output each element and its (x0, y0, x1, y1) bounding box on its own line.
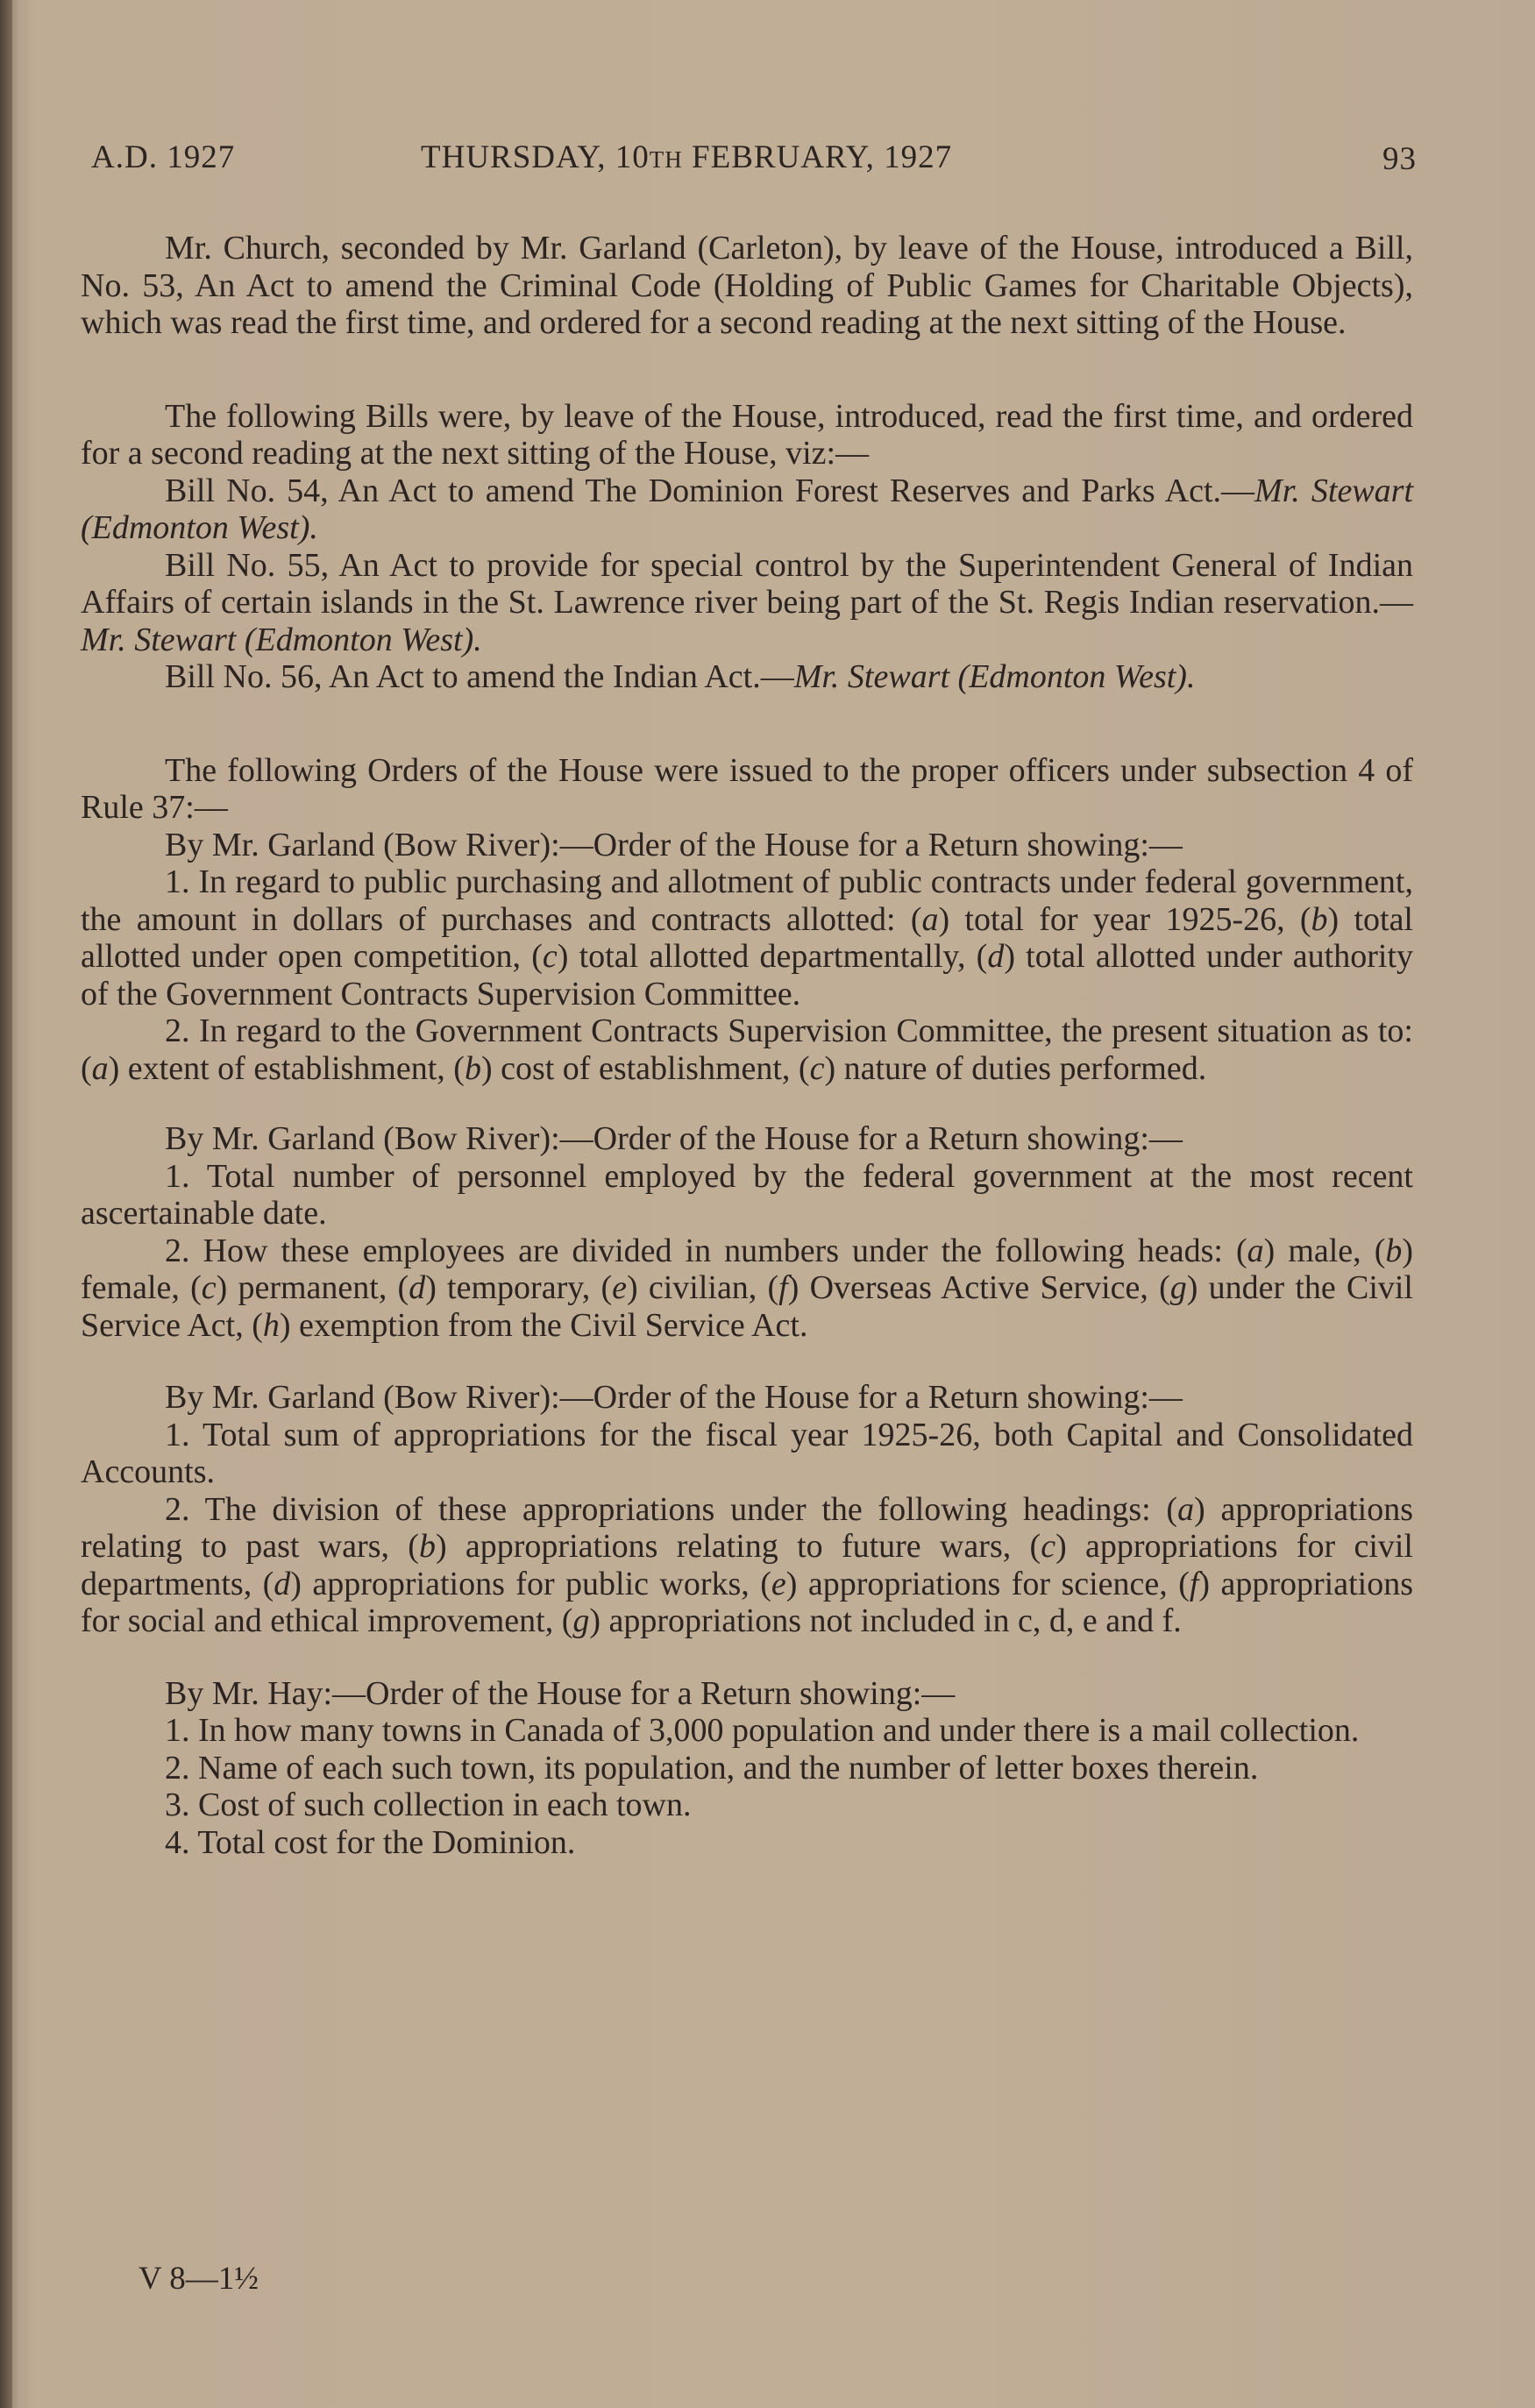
paragraph-order-2-heading: By Mr. Garland (Bow River):—Order of the House for a Return showing:— (165, 1120, 1183, 1157)
page-number: 93 (1382, 141, 1417, 177)
paragraph-order-4-heading: By Mr. Hay:—Order of the House for a Return showing:— (165, 1674, 956, 1712)
paragraph-bill-53: Mr. Church, seconded by Mr. Garland (Carleton), by leave of the House, introduced a Bill, No. 53, An Act to amend the Criminal Code (Holding of Public Games for Charitable Objects), which was read the first time, and ordered for a second reading at the next sitting of the House. (81, 230, 1413, 341)
bill-56-sponsor: Mr. Stewart (Edmonton West). (793, 658, 1196, 695)
page-body (81, 230, 1413, 1861)
bill-54-sponsor: Mr. Stewart (Edmonton West). (81, 472, 1413, 546)
paragraph-order-1-heading: By Mr. Garland (Bow River):—Order of the House for a Return showing:— (165, 826, 1183, 863)
paragraph-order-1-item-2: 2. In regard to the Government Contracts Supervision Committee, the present situation as to: (a) extent of establishment, (b) cost of establishment, (c) nature of duties performed. (81, 1012, 1413, 1087)
paragraph-bill-54 (81, 472, 1413, 547)
paragraph-bill-56 (81, 658, 1413, 696)
paragraph-order-3-item-2: 2. The division of these appropriations under the following headings: (a) appropriations relating to past wars, (b) appropriations relating to future wars, (c) appropriations for civil departments, (d) appropriations for public works, (e) appropriations for science, (f) appropriations for social and ethical improvement, (g) appropriations not included in c, d, e and f. (81, 1490, 1413, 1639)
header-date (421, 139, 952, 176)
paragraph-order-4-item-1: 1. In how many towns in Canada of 3,000 population and under there is a mail collection. (165, 1712, 1360, 1749)
paragraph-order-2-item-1: 1. Total number of personnel employed by the federal government at the most recent ascertainable date. (81, 1157, 1413, 1232)
paragraph-order-4-item-3: 3. Cost of such collection in each town. (165, 1786, 692, 1823)
page-binding-edge (0, 0, 12, 2408)
paragraph-order-4-item-4: 4. Total cost for the Dominion. (165, 1823, 576, 1861)
bill-54-text: Bill No. 54, An Act to amend The Dominion Forest Reserves and Parks Act.— (165, 472, 1255, 509)
header-year: A.D. 1927 (91, 139, 236, 175)
header-date-suffix: TH (649, 146, 683, 173)
bill-55-sponsor: Mr. Stewart (Edmonton West). (81, 621, 482, 658)
paragraph-order-3-heading: By Mr. Garland (Bow River):—Order of the House for a Return showing:— (165, 1379, 1183, 1416)
running-header (91, 139, 1417, 182)
header-date-day: THURSDAY, 10 (421, 139, 650, 175)
paragraph-bill-55 (81, 547, 1413, 659)
bill-55-text: Bill No. 55, An Act to provide for special control by the Superintendent General of Indian Affairs of certain islands in the St. Lawrence river being part of the St. Regis Indian reservation.— (81, 546, 1413, 621)
header-date-rest: FEBRUARY, 1927 (682, 139, 953, 175)
paragraph-orders-intro: The following Orders of the House were issued to the proper officers under subsection 4 of Rule 37:— (81, 751, 1413, 826)
bill-56-text: Bill No. 56, An Act to amend the Indian Act.— (165, 658, 794, 695)
paragraph-order-4-item-2: 2. Name of each such town, its population, and the number of letter boxes therein. (165, 1749, 1259, 1786)
paragraph-order-2-item-2: 2. How these employees are divided in numbers under the following heads: (a) male, (b) female, (c) permanent, (d) temporary, (e) civilian, (f) Overseas Active Service, (g) under the Civil Service Act, (h) exemption from the Civil Service Act. (81, 1232, 1414, 1344)
signature-mark: V 8—1½ (139, 2261, 259, 2297)
paragraph-order-1-item-1: 1. In regard to public purchasing and allotment of public contracts under federal government, the amount in dollars of purchases and contracts allotted: (a) total for year 1925-26, (b) total allotted under open competition, (c) total allotted departmentally, (d) total allotted under authority of the Government Contracts Supervision Committee. (81, 863, 1414, 1012)
paragraph-bills-intro: The following Bills were, by leave of the House, introduced, read the first time, and ordered for a second reading at the next sitting of the House, viz:— (81, 397, 1413, 472)
paragraph-order-3-item-1: 1. Total sum of appropriations for the fiscal year 1925-26, both Capital and Consolidated Accounts. (81, 1416, 1413, 1490)
